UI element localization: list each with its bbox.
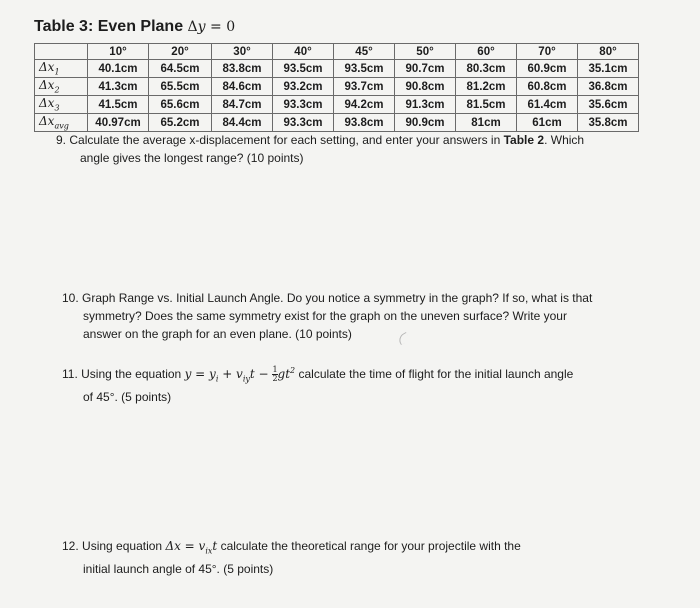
angle-header-cell: 30° xyxy=(212,44,273,60)
displacement-cell: 84.4cm xyxy=(212,114,273,132)
range-equation: $\Delta x = v_{ix}t$ xyxy=(165,539,218,556)
angle-header-cell: 45° xyxy=(334,44,395,60)
displacement-cell: 81cm xyxy=(456,114,517,132)
displacement-cell: 60.8cm xyxy=(517,78,578,96)
row-label xyxy=(35,114,88,132)
question-12-number: 12. xyxy=(62,539,79,553)
angle-header-cell: 40° xyxy=(273,44,334,60)
displacement-cell: 81.2cm xyxy=(456,78,517,96)
row-label xyxy=(35,78,88,96)
displacement-cell: 90.8cm xyxy=(395,78,456,96)
table-title-condition xyxy=(188,19,236,35)
question-10-line3: answer on the graph for an even plane. (10 points) xyxy=(83,327,352,341)
table-header-row xyxy=(35,44,639,60)
displacement-cell: 84.7cm xyxy=(212,96,273,114)
question-11 xyxy=(62,362,642,406)
table-row xyxy=(35,114,639,132)
row-label-subscript: 3 xyxy=(54,103,60,113)
table-row xyxy=(35,60,639,78)
row-label-symbol: Δx xyxy=(39,114,55,129)
displacement-cell: 80.3cm xyxy=(456,60,517,78)
displacement-cell: 91.3cm xyxy=(395,96,456,114)
displacement-cell: 36.8cm xyxy=(578,78,639,96)
question-11-text: Using the equation xyxy=(81,367,182,381)
displacement-cell: 41.3cm xyxy=(88,78,149,96)
table-row xyxy=(35,96,639,114)
question-11-number: 11. xyxy=(62,367,78,381)
question-9-text: Calculate the average x-displacement for each setting, and enter your answers in xyxy=(69,133,504,147)
displacement-cell: 64.5cm xyxy=(149,60,212,78)
table-title xyxy=(34,18,235,36)
displacement-cell: 81.5cm xyxy=(456,96,517,114)
displacement-cell: 93.7cm xyxy=(334,78,395,96)
table-row xyxy=(35,78,639,96)
displacement-cell: 90.9cm xyxy=(395,114,456,132)
displacement-cell: 40.97cm xyxy=(88,114,149,132)
y-symbol: y xyxy=(197,19,206,35)
condition-value: = 0 xyxy=(210,19,236,35)
displacement-cell: 93.5cm xyxy=(334,60,395,78)
row-label-subscript: 1 xyxy=(54,67,60,77)
displacement-cell: 35.1cm xyxy=(578,60,639,78)
row-label xyxy=(35,96,88,114)
row-label-subscript: avg xyxy=(54,121,69,131)
question-12 xyxy=(62,537,642,578)
question-10 xyxy=(62,289,622,343)
angle-header-cell: 10° xyxy=(88,44,149,60)
row-label-symbol: Δx xyxy=(39,96,55,111)
row-label-symbol: Δx xyxy=(39,60,55,75)
angle-header-cell: 70° xyxy=(517,44,578,60)
question-12-line2: initial launch angle of 45°. (5 points) xyxy=(83,562,274,577)
angle-header-cell: 20° xyxy=(149,44,212,60)
kinematics-equation: $y = y_i + v_{iy}t$ − $\frac{1}{2}$ $gt^2$ xyxy=(184,365,296,384)
displacement-cell: 41.5cm xyxy=(88,96,149,114)
question-11-text-end: calculate the time of flight for the initial launch angle xyxy=(298,367,574,381)
displacement-cell: 93.2cm xyxy=(273,78,334,96)
question-9-line2: angle gives the longest range? (10 points) xyxy=(80,151,304,165)
table-title-text: Table 3: Even Plane xyxy=(34,18,184,35)
question-10-line2: symmetry? Does the same symmetry exist for the graph on the uneven surface? Write your xyxy=(83,309,567,323)
row-label-symbol: Δx xyxy=(39,78,55,93)
row-label xyxy=(35,60,88,78)
displacement-cell: 93.3cm xyxy=(273,114,334,132)
displacement-cell: 61cm xyxy=(517,114,578,132)
displacement-cell: 61.4cm xyxy=(517,96,578,114)
displacement-cell: 93.5cm xyxy=(273,60,334,78)
question-11-line2: of 45°. (5 points) xyxy=(83,390,172,405)
question-9-text-end: . Which xyxy=(544,133,585,147)
displacement-cell: 60.9cm xyxy=(517,60,578,78)
angle-header-cell: 80° xyxy=(578,44,639,60)
displacement-cell: 93.3cm xyxy=(273,96,334,114)
angle-header-cell: 50° xyxy=(395,44,456,60)
header-empty-cell xyxy=(35,44,88,60)
even-plane-table xyxy=(34,43,639,132)
displacement-cell: 35.6cm xyxy=(578,96,639,114)
question-10-line1: Graph Range vs. Initial Launch Angle. Do you notice a symmetry in the graph? If so, what is that xyxy=(82,291,593,305)
question-12-text: Using equation xyxy=(82,539,163,553)
displacement-cell: 84.6cm xyxy=(212,78,273,96)
displacement-cell: 35.8cm xyxy=(578,114,639,132)
displacement-cell: 90.7cm xyxy=(395,60,456,78)
displacement-cell: 93.8cm xyxy=(334,114,395,132)
displacement-cell: 94.2cm xyxy=(334,96,395,114)
question-9-number: 9. xyxy=(56,133,67,147)
row-label-subscript: 2 xyxy=(54,85,60,95)
question-10-number: 10. xyxy=(62,291,79,305)
displacement-cell: 65.2cm xyxy=(149,114,212,132)
angle-header-cell: 60° xyxy=(456,44,517,60)
displacement-cell: 40.1cm xyxy=(88,60,149,78)
delta-symbol: Δ xyxy=(187,19,198,35)
displacement-cell: 65.5cm xyxy=(149,78,212,96)
displacement-cell: 83.8cm xyxy=(212,60,273,78)
question-12-text-end: calculate the theoretical range for your projectile with the xyxy=(220,539,521,553)
question-9-table-ref: Table 2 xyxy=(503,133,545,147)
displacement-cell: 65.6cm xyxy=(149,96,212,114)
question-9 xyxy=(56,131,656,167)
